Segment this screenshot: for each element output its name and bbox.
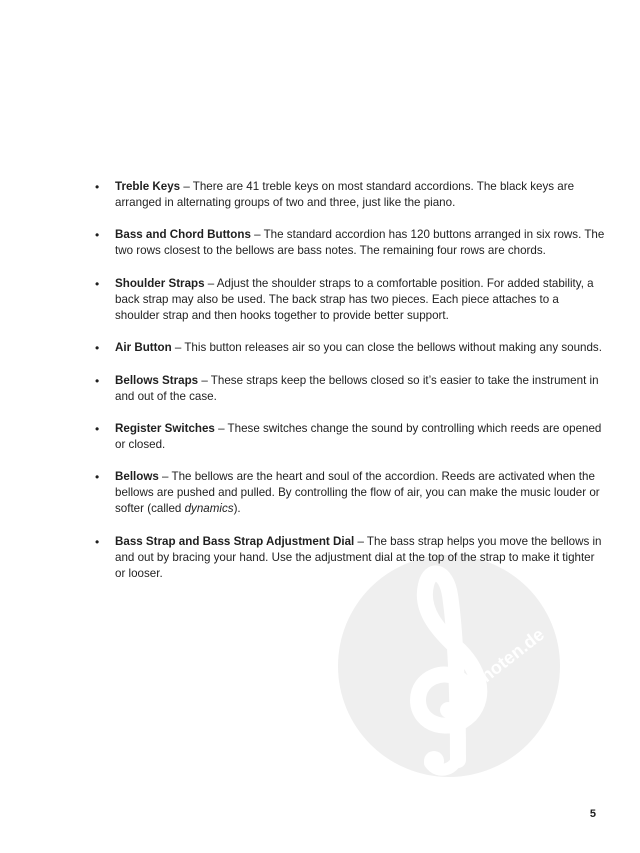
watermark-text: alle-noten.de [448, 624, 548, 709]
item-term: Treble Keys [115, 180, 181, 193]
page-number: 5 [589, 808, 596, 820]
list-item [95, 373, 605, 405]
list-item [95, 534, 605, 582]
item-description: – These switches change the sound by controlling which reeds are opened or closed. [115, 421, 602, 451]
item-description: – Adjust the shoulder straps to a comfortable position. For added stability, a back strap may also be used. The back strap has two pieces. Each piece attaches to a shoulder strap and then hooks together to provide better support. [115, 276, 594, 322]
item-description: – There are 41 treble keys on most standard accordions. The black keys are arranged in alternating groups of two and three, just like the piano. [115, 180, 575, 209]
item-description-end: ). [233, 502, 241, 516]
item-description: – The bass strap helps you move the bellows in and out by bracing your hand. Use the adjustment dial at the top of the strap to make it tighter or looser. [115, 534, 602, 580]
item-term: Air Button [115, 341, 172, 355]
bullet-icon: • [95, 276, 100, 291]
item-term: Bass and Chord Buttons [115, 228, 251, 242]
list-item [95, 179, 605, 211]
item-description: – This button releases air so you can close the bellows without making any sounds. [171, 341, 602, 355]
bullet-icon: • [95, 421, 100, 436]
item-term: Shoulder Straps [115, 276, 205, 290]
item-term: Bellows [115, 470, 159, 484]
bullet-icon: • [95, 534, 100, 549]
bullet-icon: • [95, 180, 100, 194]
item-description: – The bellows are the heart and soul of the accordion. Reeds are activated when the bellows are pushed and pulled. By controlling the flow of air, you can make the music louder or softer (called [115, 470, 600, 516]
list-item [95, 276, 605, 324]
bullet-icon: • [95, 373, 100, 388]
list-item [95, 227, 605, 259]
list-item [95, 421, 605, 453]
list-item [95, 340, 605, 356]
item-description: – These straps keep the bellows closed so it’s easier to take the instrument in and out of the case. [115, 373, 599, 403]
item-emphasis: dynamics [184, 502, 234, 516]
item-term: Register Switches [115, 421, 215, 435]
list-item [95, 469, 605, 517]
bullet-icon: • [95, 470, 100, 485]
bullet-icon: • [95, 341, 100, 356]
item-term: Bellows Straps [115, 373, 199, 387]
accordion-parts-list [95, 179, 605, 598]
bullet-icon: • [95, 228, 100, 243]
item-term: Bass Strap and Bass Strap Adjustment Dial [115, 534, 355, 548]
item-description: – The standard accordion has 120 buttons arranged in six rows. The two rows closest to the bellows are bass notes. The remaining four rows are chords. [115, 228, 605, 258]
